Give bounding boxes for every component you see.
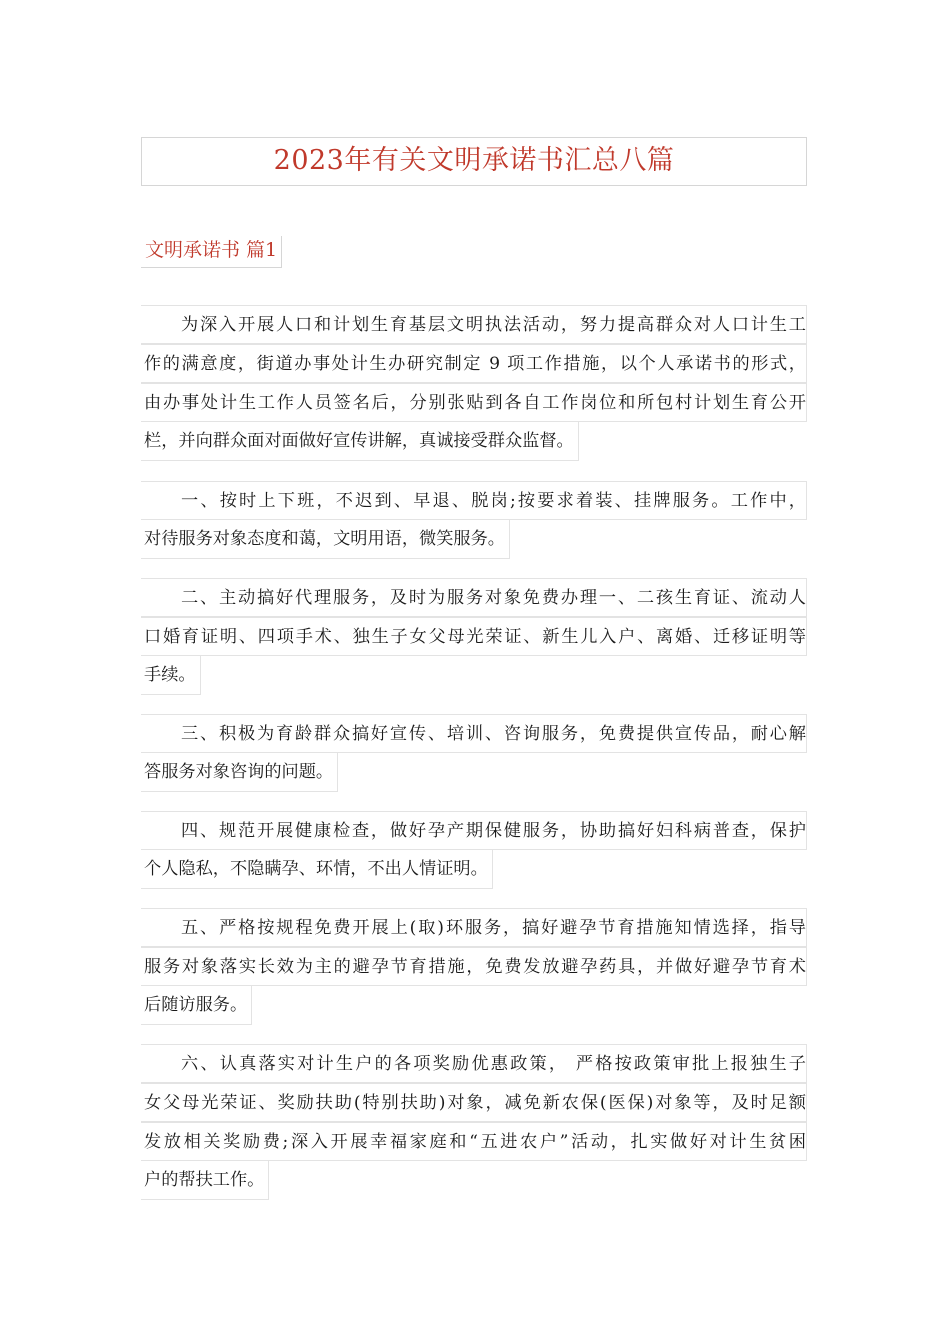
document-title: 2023年有关文明承诺书汇总八篇 bbox=[273, 145, 675, 176]
paragraph-item-2 bbox=[141, 578, 807, 699]
text-line: 女父母光荣证、奖励扶助(特别扶助)对象，减免新农保(医保)对象等，及时足额 bbox=[141, 1083, 807, 1122]
paragraph-item-4 bbox=[141, 811, 807, 893]
text-line: 口婚育证明、四项手术、独生子女父母光荣证、新生儿入户、离婚、迁移证明等 bbox=[141, 617, 807, 656]
text-line: 五、严格按规程免费开展上(取)环服务，搞好避孕节育措施知情选择，指导 bbox=[141, 908, 807, 947]
paragraph-item-1 bbox=[141, 481, 807, 563]
paragraph-item-5 bbox=[141, 908, 807, 1029]
text-line: 四、规范开展健康检查，做好孕产期保健服务，协助搞好妇科病普查，保护 bbox=[141, 811, 807, 850]
paragraph-intro bbox=[141, 305, 807, 465]
document-title-box bbox=[141, 137, 807, 186]
section-heading: 文明承诺书 篇1 bbox=[141, 236, 282, 268]
text-line: 个人隐私，不隐瞒孕、环情，不出人情证明。 bbox=[141, 850, 493, 889]
text-line: 对待服务对象态度和蔼，文明用语，微笑服务。 bbox=[141, 520, 510, 559]
text-line: 三、积极为育龄群众搞好宣传、培训、咨询服务，免费提供宣传品，耐心解 bbox=[141, 714, 807, 753]
text-line: 为深入开展人口和计划生育基层文明执法活动，努力提高群众对人口计生工 bbox=[141, 305, 807, 344]
text-line: 发放相关奖励费;深入开展幸福家庭和“五进农户”活动，扎实做好对计生贫困 bbox=[141, 1122, 807, 1161]
text-line: 后随访服务。 bbox=[141, 986, 252, 1025]
text-line: 作的满意度，街道办事处计生办研究制定 9 项工作措施，以个人承诺书的形式， bbox=[141, 344, 807, 383]
text-line: 答服务对象咨询的问题。 bbox=[141, 753, 338, 792]
text-line: 由办事处计生工作人员签名后，分别张贴到各自工作岗位和所包村计划生育公开 bbox=[141, 383, 807, 422]
text-line: 服务对象落实长效为主的避孕节育措施，免费发放避孕药具，并做好避孕节育术 bbox=[141, 947, 807, 986]
text-line: 手续。 bbox=[141, 656, 201, 695]
text-line: 户的帮扶工作。 bbox=[141, 1161, 269, 1200]
text-line: 二、主动搞好代理服务，及时为服务对象免费办理一、二孩生育证、流动人 bbox=[141, 578, 807, 617]
text-line: 六、认真落实对计生户的各项奖励优惠政策， 严格按政策审批上报独生子 bbox=[141, 1044, 807, 1083]
text-line: 一、按时上下班，不迟到、早退、脱岗;按要求着装、挂牌服务。工作中， bbox=[141, 481, 807, 520]
paragraph-item-3 bbox=[141, 714, 807, 796]
text-line: 栏，并向群众面对面做好宣传讲解，真诚接受群众监督。 bbox=[141, 422, 579, 461]
paragraph-item-6 bbox=[141, 1044, 807, 1204]
